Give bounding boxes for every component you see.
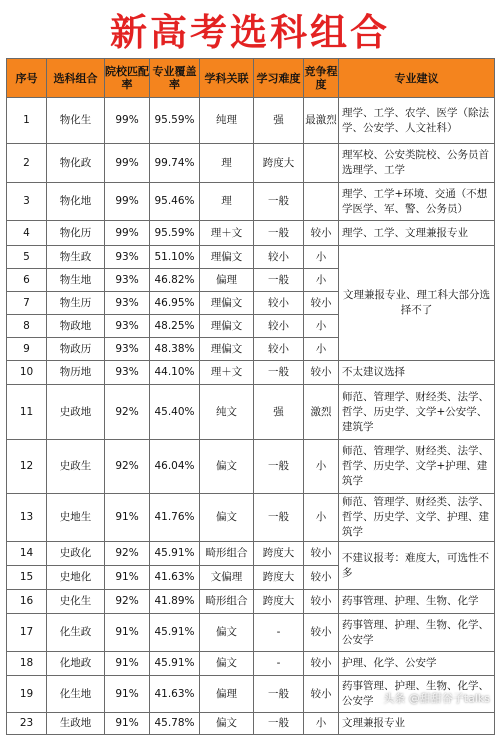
- cell-cover: 51.10%: [150, 246, 200, 269]
- cell-competition: [304, 144, 339, 183]
- cell-competition: 激烈: [304, 385, 339, 440]
- header-coverage-rate: 专业覆盖率: [150, 59, 200, 98]
- cell-relation: 偏文: [200, 494, 254, 542]
- cell-competition: 较小: [304, 652, 339, 676]
- table-row: [7, 98, 495, 144]
- cell-difficulty: 较小: [254, 246, 304, 269]
- cell-difficulty: 较小: [254, 292, 304, 315]
- cell-competition: 小: [304, 338, 339, 361]
- cell-relation: 理＋文: [200, 221, 254, 246]
- header-match-rate: 院校匹配率: [105, 59, 150, 98]
- cell-competition: 小: [304, 246, 339, 269]
- cell-difficulty: 强: [254, 385, 304, 440]
- cell-difficulty: 较小: [254, 338, 304, 361]
- cell-competition: 较小: [304, 590, 339, 614]
- cell-advice: 文理兼报专业: [339, 713, 495, 735]
- cell-combo: 物化地: [47, 183, 105, 221]
- cell-difficulty: 跨度大: [254, 542, 304, 566]
- cell-no: 14: [7, 542, 47, 566]
- cell-advice: 师范、管理学、财经类、法学、哲学、历史学、文学+公安学、建筑学: [339, 385, 495, 440]
- cell-relation: 偏理: [200, 269, 254, 292]
- cell-combo: 史政生: [47, 440, 105, 494]
- table-row: [7, 614, 495, 652]
- header-combo: 选科组合: [47, 59, 105, 98]
- cell-relation: 理＋文: [200, 361, 254, 385]
- cell-cover: 45.91%: [150, 542, 200, 566]
- cell-combo: 物政历: [47, 338, 105, 361]
- cell-combo: 化生政: [47, 614, 105, 652]
- cell-difficulty: -: [254, 614, 304, 652]
- cell-match: 99%: [105, 221, 150, 246]
- cell-combo: 物历地: [47, 361, 105, 385]
- cell-cover: 45.40%: [150, 385, 200, 440]
- cell-competition: 较小: [304, 566, 339, 590]
- page-title: 新高考选科组合: [110, 11, 390, 54]
- cell-difficulty: 一般: [254, 440, 304, 494]
- cell-advice: 药事管理、护理、生物、化学、公安学: [339, 676, 495, 713]
- cell-match: 92%: [105, 590, 150, 614]
- cell-relation: 偏文: [200, 440, 254, 494]
- cell-match: 91%: [105, 713, 150, 735]
- cell-match: 93%: [105, 292, 150, 315]
- cell-match: 92%: [105, 542, 150, 566]
- cell-difficulty: 一般: [254, 713, 304, 735]
- cell-combo: 史地生: [47, 494, 105, 542]
- cell-match: 92%: [105, 440, 150, 494]
- cell-difficulty: 一般: [254, 361, 304, 385]
- table-row: [7, 713, 495, 735]
- cell-combo: 物生政: [47, 246, 105, 269]
- cell-no: 9: [7, 338, 47, 361]
- cell-no: 13: [7, 494, 47, 542]
- header-row: [7, 59, 495, 98]
- table-row: [7, 361, 495, 385]
- cell-difficulty: 一般: [254, 676, 304, 713]
- cell-no: 10: [7, 361, 47, 385]
- table-row: [7, 652, 495, 676]
- cell-no: 7: [7, 292, 47, 315]
- cell-relation: 偏理: [200, 676, 254, 713]
- cell-match: 93%: [105, 246, 150, 269]
- cell-relation: 纯文: [200, 385, 254, 440]
- table-row: [7, 144, 495, 183]
- cell-difficulty: 跨度大: [254, 144, 304, 183]
- cell-competition: 较小: [304, 614, 339, 652]
- header-subject-relation: 学科关联: [200, 59, 254, 98]
- cell-relation: 理偏文: [200, 246, 254, 269]
- cell-relation: 偏文: [200, 652, 254, 676]
- cell-combo: 物政地: [47, 315, 105, 338]
- cell-advice: 师范、管理学、财经类、法学、哲学、历史学、文学+护理、建筑学: [339, 440, 495, 494]
- cell-no: 8: [7, 315, 47, 338]
- cell-cover: 95.46%: [150, 183, 200, 221]
- cell-no: 15: [7, 566, 47, 590]
- header-advice: 专业建议: [339, 59, 495, 98]
- cell-difficulty: 跨度大: [254, 590, 304, 614]
- cell-cover: 41.76%: [150, 494, 200, 542]
- table-row: [7, 246, 495, 269]
- cell-cover: 99.74%: [150, 144, 200, 183]
- cell-match: 91%: [105, 566, 150, 590]
- cell-competition: 较小: [304, 676, 339, 713]
- cell-relation: 偏文: [200, 614, 254, 652]
- cell-combo: 生政地: [47, 713, 105, 735]
- cell-no: 17: [7, 614, 47, 652]
- cell-no: 16: [7, 590, 47, 614]
- cell-advice: 文理兼报专业、理工科大部分选择不了: [339, 246, 495, 361]
- cell-relation: 文偏理: [200, 566, 254, 590]
- cell-cover: 41.63%: [150, 676, 200, 713]
- cell-match: 91%: [105, 614, 150, 652]
- cell-relation: 理偏文: [200, 338, 254, 361]
- header-no: 序号: [7, 59, 47, 98]
- table-row: [7, 385, 495, 440]
- cell-no: 19: [7, 676, 47, 713]
- header-competition: 竞争程度: [304, 59, 339, 98]
- cell-no: 2: [7, 144, 47, 183]
- cell-combo: 物化历: [47, 221, 105, 246]
- header-difficulty: 学习难度: [254, 59, 304, 98]
- cell-advice: 不建议报考：难度大，可选性不多: [339, 542, 495, 590]
- cell-competition: 小: [304, 315, 339, 338]
- cell-difficulty: 强: [254, 98, 304, 144]
- watermark: 头条 @甜甜谷子talks: [383, 692, 490, 705]
- cell-no: 4: [7, 221, 47, 246]
- cell-difficulty: 较小: [254, 315, 304, 338]
- cell-combo: 物生地: [47, 269, 105, 292]
- cell-difficulty: 一般: [254, 183, 304, 221]
- cell-no: 11: [7, 385, 47, 440]
- cell-advice: 药事管理、护理、生物、化学: [339, 590, 495, 614]
- cell-relation: 理偏文: [200, 315, 254, 338]
- cell-competition: 小: [304, 440, 339, 494]
- cell-cover: 48.25%: [150, 315, 200, 338]
- cell-match: 91%: [105, 494, 150, 542]
- cell-difficulty: 一般: [254, 494, 304, 542]
- cell-combo: 史政化: [47, 542, 105, 566]
- cell-match: 92%: [105, 385, 150, 440]
- cell-competition: 较小: [304, 292, 339, 315]
- subject-combination-table: [6, 58, 495, 735]
- cell-combo: 化生地: [47, 676, 105, 713]
- cell-competition: 较小: [304, 361, 339, 385]
- cell-advice: 理学、工学、农学、医学（除法学、公安学、人文社科）: [339, 98, 495, 144]
- cell-cover: 41.89%: [150, 590, 200, 614]
- cell-combo: 史地化: [47, 566, 105, 590]
- table-row: [7, 494, 495, 542]
- cell-combo: 物化生: [47, 98, 105, 144]
- cell-no: 6: [7, 269, 47, 292]
- cell-difficulty: 跨度大: [254, 566, 304, 590]
- cell-cover: 46.04%: [150, 440, 200, 494]
- cell-difficulty: 一般: [254, 269, 304, 292]
- cell-advice: 理军校、公安类院校、公务员首选理学、工学: [339, 144, 495, 183]
- cell-difficulty: -: [254, 652, 304, 676]
- cell-competition: [304, 183, 339, 221]
- cell-advice: 师范、管理学、财经类、法学、哲学、历史学、文学、护理、建筑学: [339, 494, 495, 542]
- cell-match: 91%: [105, 676, 150, 713]
- cell-combo: 化地政: [47, 652, 105, 676]
- cell-cover: 46.95%: [150, 292, 200, 315]
- cell-difficulty: 一般: [254, 221, 304, 246]
- table-row: [7, 221, 495, 246]
- cell-relation: 理偏文: [200, 292, 254, 315]
- cell-competition: 较小: [304, 542, 339, 566]
- cell-no: 23: [7, 713, 47, 735]
- cell-competition: 小: [304, 494, 339, 542]
- cell-competition: 小: [304, 713, 339, 735]
- cell-cover: 45.91%: [150, 614, 200, 652]
- cell-relation: 畸形组合: [200, 590, 254, 614]
- cell-competition: 较小: [304, 221, 339, 246]
- cell-match: 99%: [105, 183, 150, 221]
- cell-combo: 物化政: [47, 144, 105, 183]
- cell-advice: 护理、化学、公安学: [339, 652, 495, 676]
- cell-match: 93%: [105, 315, 150, 338]
- cell-combo: 史化生: [47, 590, 105, 614]
- table-row: [7, 590, 495, 614]
- cell-combo: 物生历: [47, 292, 105, 315]
- cell-advice: 不太建议选择: [339, 361, 495, 385]
- cell-match: 91%: [105, 652, 150, 676]
- cell-match: 93%: [105, 361, 150, 385]
- table-row: [7, 542, 495, 566]
- cell-competition: 最激烈: [304, 98, 339, 144]
- cell-advice: 理学、工学+环境、交通（不想学医学、军、警、公务员）: [339, 183, 495, 221]
- cell-match: 99%: [105, 98, 150, 144]
- cell-relation: 畸形组合: [200, 542, 254, 566]
- cell-match: 93%: [105, 269, 150, 292]
- cell-match: 93%: [105, 338, 150, 361]
- cell-advice: 药事管理、护理、生物、化学、公安学: [339, 614, 495, 652]
- cell-no: 1: [7, 98, 47, 144]
- cell-cover: 41.63%: [150, 566, 200, 590]
- cell-match: 99%: [105, 144, 150, 183]
- cell-advice: 理学、工学、文理兼报专业: [339, 221, 495, 246]
- cell-competition: 小: [304, 269, 339, 292]
- cell-no: 3: [7, 183, 47, 221]
- cell-relation: 偏文: [200, 713, 254, 735]
- cell-cover: 95.59%: [150, 98, 200, 144]
- cell-cover: 46.82%: [150, 269, 200, 292]
- table-row: [7, 183, 495, 221]
- cell-relation: 理: [200, 183, 254, 221]
- cell-cover: 45.91%: [150, 652, 200, 676]
- cell-relation: 纯理: [200, 98, 254, 144]
- cell-cover: 48.38%: [150, 338, 200, 361]
- cell-cover: 95.59%: [150, 221, 200, 246]
- cell-relation: 理: [200, 144, 254, 183]
- cell-combo: 史政地: [47, 385, 105, 440]
- cell-no: 18: [7, 652, 47, 676]
- cell-no: 5: [7, 246, 47, 269]
- cell-no: 12: [7, 440, 47, 494]
- cell-cover: 45.78%: [150, 713, 200, 735]
- cell-cover: 44.10%: [150, 361, 200, 385]
- table-row: [7, 440, 495, 494]
